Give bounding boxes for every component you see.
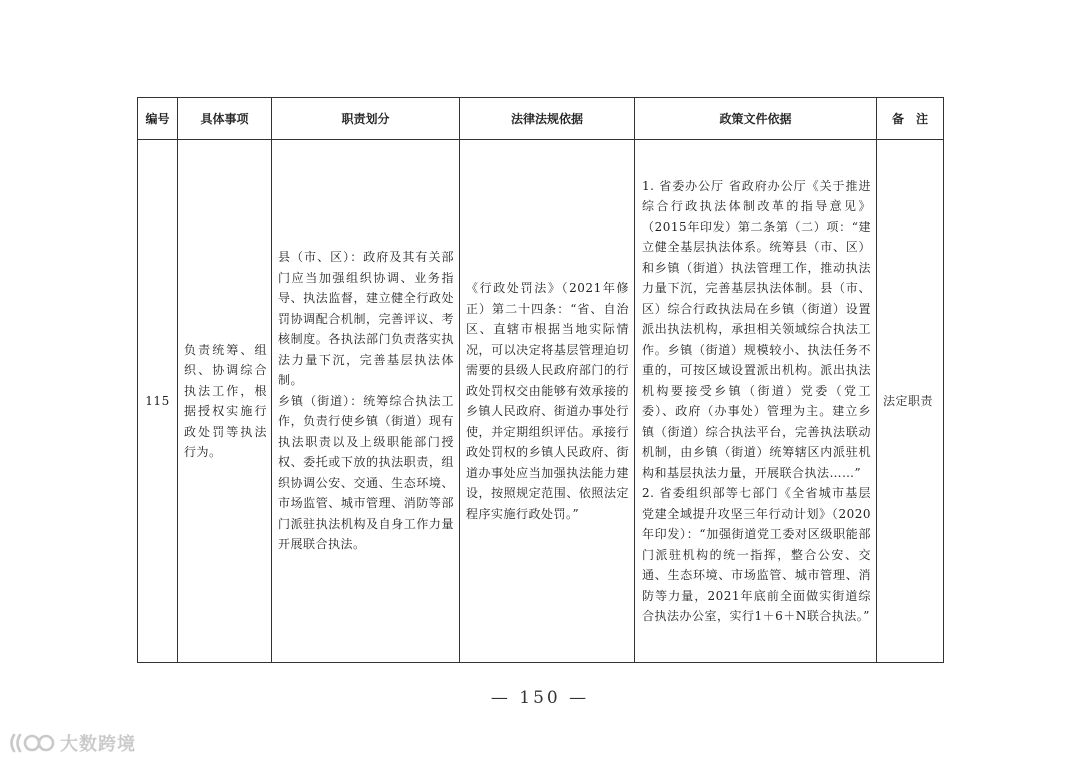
- watermark-text: 大数跨境: [60, 734, 136, 755]
- header-policy-basis: 政策文件依据: [635, 98, 877, 140]
- header-item: 具体事项: [178, 98, 272, 140]
- policy-item-2: 2. 省委组织部等七部门《全省城市基层党建全域提升攻坚三年行动计划》（2020年印发）：“加强街道党工委对区级职能部门派驻机构的统一指挥，整合公安、交通、生态环境、市场监管、城市管理、消防等力量，2021年底前全面做实街道综合执法办公室，实行1＋6＋N联合执法。”: [642, 486, 871, 623]
- policy-item-1: 1. 省委办公厅 省政府办公厅《关于推进综合行政执法体制改革的指导意见》（2015年印发）第二条第（二）项：“建立健全基层执法体系。统筹县（市、区）和乡镇（街道）执法管理工作，推动执法力量下沉，完善基层执法体制。县（市、区）综合行政执法局在乡镇（街道）设置派出执法机构，承担相关领域综合执法工作。乡镇（街道）规模较小、执法任务不重的，可按区域设置派出机构。派出执法机构要接受乡镇（街道）党委（党工委）、政府（办事处）管理为主。建立乡镇（街道）综合执法平台，完善执法联动机制，由乡镇（街道）统筹辖区内派驻机构和基层执法力量，开展联合执法……”: [642, 178, 871, 480]
- table-row: [138, 140, 944, 663]
- row-policy-basis: [635, 140, 877, 663]
- row-number: 115: [138, 140, 178, 663]
- responsibility-township: 乡镇（街道）：统筹综合执法工作，负责行使乡镇（街道）现有执法职责以及上级职能部门授权、委托或下放的执法职责，组织协调公安、交通、生态环境、市场监管、城市管理、消防等部门派驻执法机构及自身工作力量开展联合执法。: [278, 393, 454, 552]
- header-remarks: 备 注: [877, 98, 944, 140]
- watermark: [8, 730, 136, 756]
- responsibility-county: 县（市、区）：政府及其有关部门应当加强组织协调、业务指导、执法监督，建立健全行政处罚协调配合机制，完善评议、考核制度。各执法部门负责落实执法力量下沉，完善基层执法体制。: [278, 250, 454, 388]
- row-responsibility: [272, 140, 460, 663]
- header-responsibility: 职责划分: [272, 98, 460, 140]
- row-law-basis: 《行政处罚法》（2021年修正）第二十四条：“省、自治区、直辖市根据当地实际情况，可以决定将基层管理迫切需要的县级人民政府部门的行政处罚权交由能够有效承接的乡镇人民政府、街道办事处行使，并定期组织评估。承接行政处罚权的乡镇人民政府、街道办事处应当加强执法能力建设，按照规定范围、依照法定程序实施行政处罚。”: [460, 140, 635, 663]
- brand-logo-icon: [8, 731, 56, 755]
- row-remarks: 法定职责: [877, 140, 944, 663]
- responsibility-table: [137, 97, 944, 663]
- header-number: 编号: [138, 98, 178, 140]
- header-law-basis: 法律法规依据: [460, 98, 635, 140]
- row-item: 负责统筹、组织、协调综合执法工作，根据授权实施行政处罚等执法行为。: [178, 140, 272, 663]
- page-number: — 150 —: [490, 688, 590, 708]
- table-header-row: [138, 98, 944, 140]
